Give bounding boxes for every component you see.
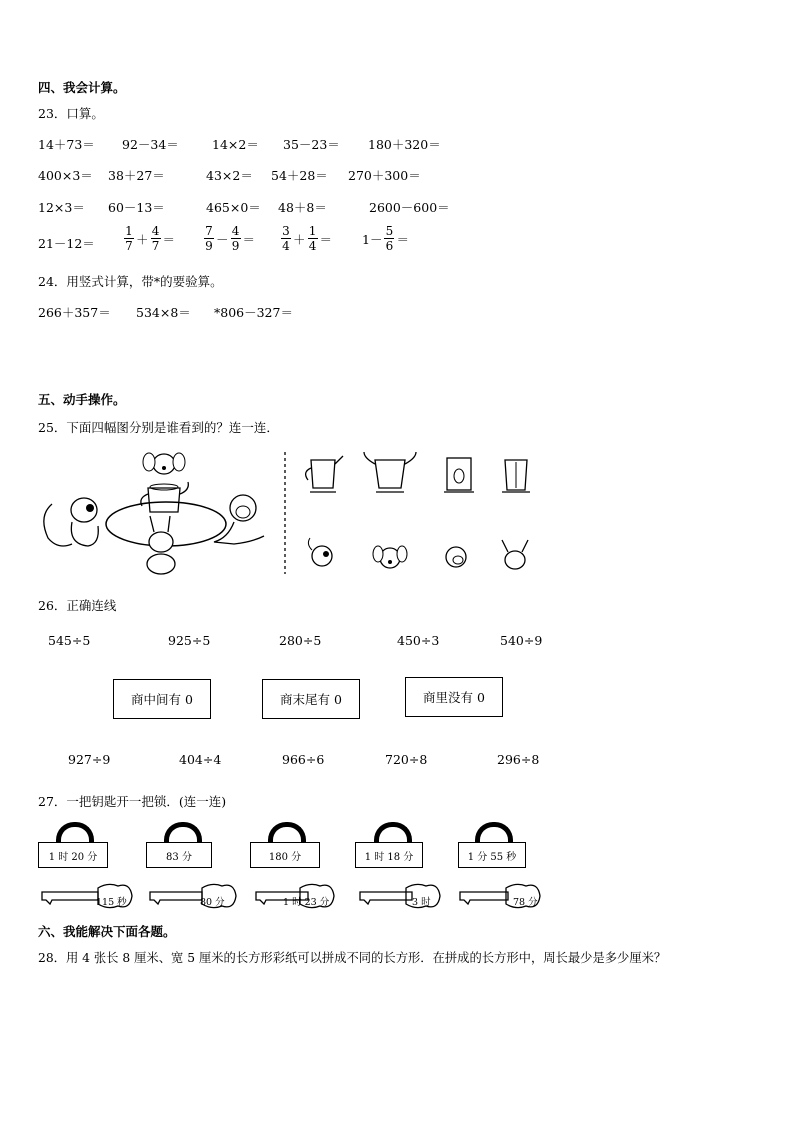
division-item: 404÷4 [179,752,222,767]
division-item: 720÷8 [385,752,428,767]
lock-icon: 1 时 18 分 [355,842,423,868]
q28-text: 28．用 4 张长 8 厘米、宽 5 厘米的长方形彩纸可以拼成不同的长方形．在拼成的长方形中，周长最少是多少厘米？ [38,951,667,965]
q25-title: 25．下面四幅图分别是谁看到的？连一连． [38,420,279,435]
division-item: 966÷6 [282,752,325,767]
fraction-expr: $\frac{3}{4}$ ＋ $\frac{1}{4}$ ＝ [282,224,333,253]
monkey-icon [214,495,264,544]
calc-item: 14×2＝ [212,137,259,152]
rabbit-icon [147,516,175,574]
calc-item: 21－12＝ [38,236,95,251]
fraction-expr: 1－ $\frac{5}{6}$ ＝ [362,224,409,253]
calc-item: 2600－600＝ [369,200,450,215]
squirrel-icon [44,498,98,546]
lock-icon: 1 时 20 分 [38,842,108,868]
key-label: 78 分 [513,897,538,908]
key-label: 115 秒 [96,897,127,908]
teapot-view-icon [502,460,530,492]
division-item: 545÷5 [48,633,91,648]
calc-item: 534×8＝ [136,305,191,320]
calc-item: 266＋357＝ [38,305,111,320]
dog-icon [143,453,185,474]
calc-item: 465×0＝ [206,200,261,215]
fraction-expr: $\frac{1}{7}$ ＋ $\frac{4}{7}$ ＝ [125,224,176,253]
q26-title: 26．正确连线 [38,598,117,613]
division-item: 280÷5 [279,633,322,648]
dog-face-icon [373,546,407,568]
monkey-face-icon [446,547,466,567]
calc-item: 38＋27＝ [108,168,165,183]
calc-item: 60－13＝ [108,200,165,215]
q23-title: 23．口算。 [38,106,104,121]
division-item: 540÷9 [500,633,543,648]
calc-item: *806－327＝ [214,305,293,320]
key-label: 1 时 23 分 [283,897,330,908]
calc-item: 43×2＝ [206,168,253,183]
calc-item: 92－34＝ [122,137,179,152]
rabbit-face-icon [502,540,528,569]
section-6-title: 六、我能解决下面各题。 [38,924,176,939]
q24-title: 24．用竖式计算，带*的要验算。 [38,274,223,289]
calc-item: 400×3＝ [38,168,93,183]
calc-item: 35－23＝ [283,137,340,152]
lock-icon: 83 分 [146,842,212,868]
division-item: 927÷9 [68,752,111,767]
section-5-title: 五、动手操作。 [38,392,126,407]
lock-icon: 1 分 55 秒 [458,842,526,868]
division-item: 296÷8 [497,752,540,767]
category-box: 商末尾有 0 [262,679,360,719]
q27-title: 27．一把钥匙开一把锁．(连一连) [38,794,227,809]
calc-item: 180＋320＝ [368,137,441,152]
section-4-title: 四、我会计算。 [38,80,126,95]
category-box: 商里没有 0 [405,677,503,717]
teapot-view-icon [306,456,343,492]
key-label: 80 分 [200,897,225,908]
division-item: 450÷3 [397,633,440,648]
calc-item: 12×3＝ [38,200,85,215]
fraction-expr: $\frac{7}{9}$ － $\frac{4}{9}$ ＝ [205,224,256,253]
key-label: 3 时 [412,897,431,908]
calc-item: 54＋28＝ [271,168,328,183]
division-item: 925÷5 [168,633,211,648]
calc-item: 270＋300＝ [348,168,421,183]
calc-item: 48＋8＝ [278,200,327,215]
calc-item: 14＋73＝ [38,137,95,152]
q25-illustration [38,446,548,580]
category-box: 商中间有 0 [113,679,211,719]
teapot-view-icon [364,452,416,492]
teapot-icon [141,482,188,512]
lock-icon: 180 分 [250,842,320,868]
squirrel-face-icon [308,538,332,566]
teapot-view-icon [444,458,474,492]
